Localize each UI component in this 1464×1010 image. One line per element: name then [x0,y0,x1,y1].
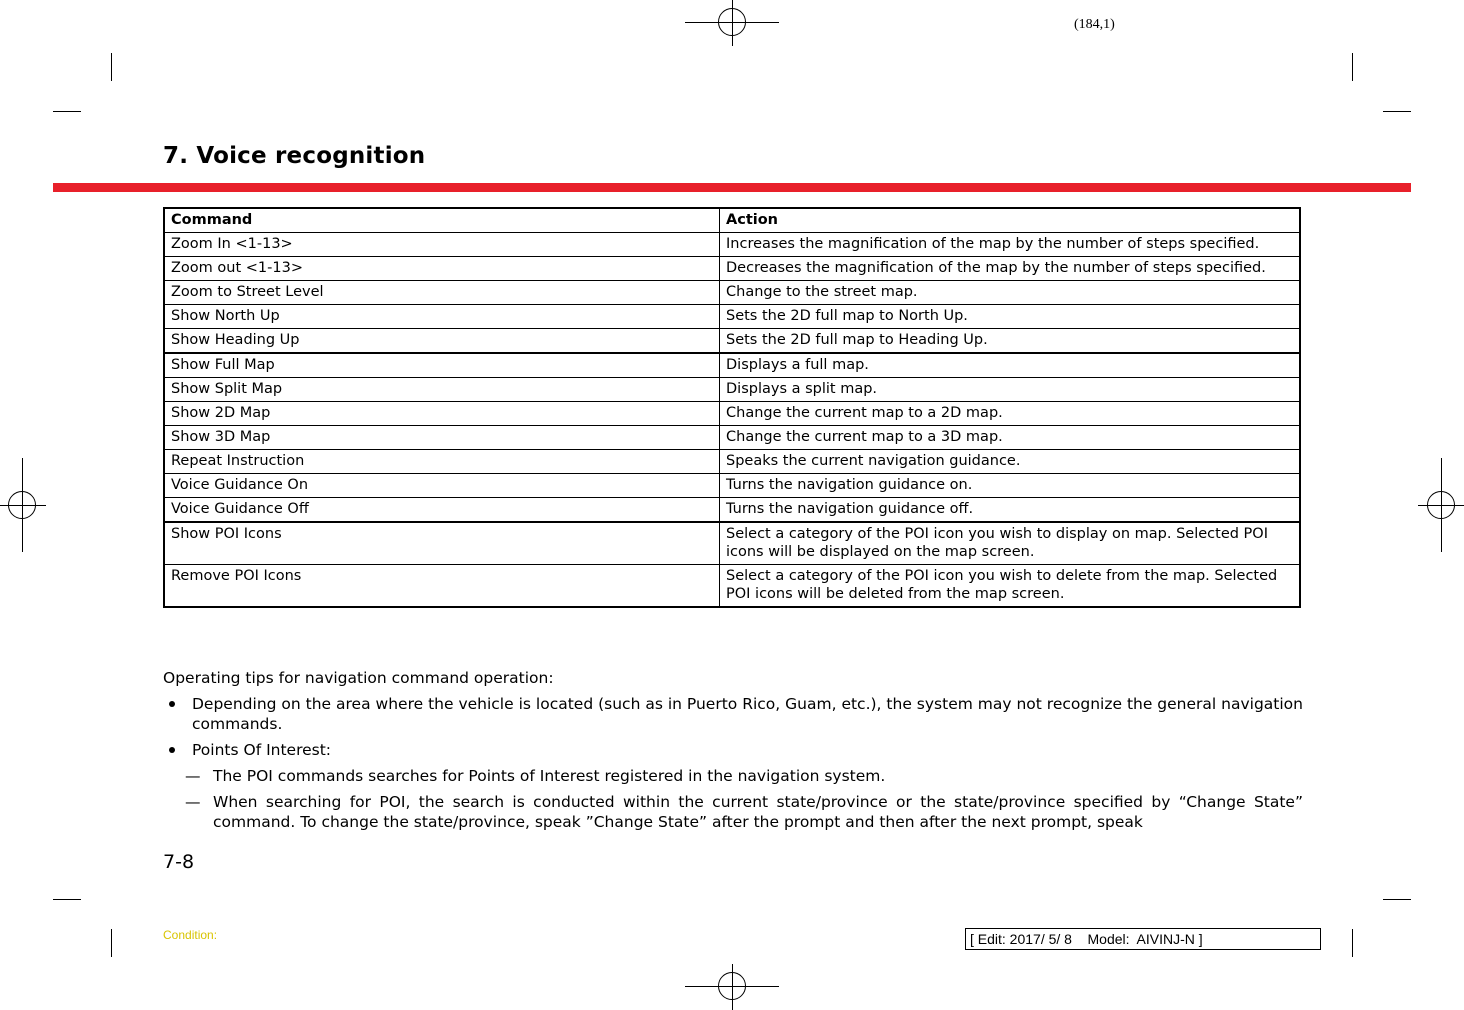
command-cell: Zoom In <1-13> [164,233,720,257]
bullet-item: Depending on the area where the vehicle is located (such as in Puerto Rico, Guam, etc.), the system may not recognize the general navigation commands. [163,694,1303,734]
operating-tips [163,668,1303,838]
action-cell: Sets the 2D full map to Heading Up. [720,329,1301,354]
header-action: Action [720,208,1301,233]
condition-label: Condition: [163,928,218,942]
command-cell: Voice Guidance Off [164,498,720,523]
action-cell: Sets the 2D full map to North Up. [720,305,1301,329]
table-row [164,402,1300,426]
command-cell: Repeat Instruction [164,450,720,474]
action-cell: Select a category of the POI icon you wish to display on map. Selected POI icons will be displayed on the map screen. [720,522,1301,565]
command-cell: Zoom to Street Level [164,281,720,305]
section-title: 7. Voice recognition [163,143,426,169]
table-row [164,378,1300,402]
command-cell: Zoom out <1-13> [164,257,720,281]
table-row [164,498,1300,523]
dash-mark: — [185,793,201,811]
section-divider-bar [53,183,1411,192]
table-row [164,257,1300,281]
action-cell: Displays a full map. [720,353,1301,378]
action-cell: Change to the street map. [720,281,1301,305]
command-cell: Show POI Icons [164,522,720,565]
action-cell: Select a category of the POI icon you wish to delete from the map. Selected POI icons will be deleted from the map screen. [720,565,1301,608]
page-number: 7-8 [163,851,195,873]
table-row [164,565,1300,608]
action-cell: Change the current map to a 3D map. [720,426,1301,450]
table-row [164,474,1300,498]
command-cell: Show North Up [164,305,720,329]
dash-item [163,792,1303,832]
command-cell: Show Split Map [164,378,720,402]
table-row [164,450,1300,474]
command-cell: Remove POI Icons [164,565,720,608]
edit-info-box: [ Edit: 2017/ 5/ 8 Model: AIVINJ-N ] [965,928,1321,950]
action-cell: Increases the magnification of the map by the number of steps specified. [720,233,1301,257]
action-cell: Speaks the current navigation guidance. [720,450,1301,474]
dash-item-text: When searching for POI, the search is conducted within the current state/province or the state/province specified by “Change State” command. To change the state/province, speak ”Change State” after the prompt and then after the next prompt, speak [213,793,1303,831]
table-row [164,281,1300,305]
action-cell: Decreases the magnification of the map by the number of steps specified. [720,257,1301,281]
table-header-row [164,208,1300,233]
command-cell: Voice Guidance On [164,474,720,498]
bullet-item: Points Of Interest: [163,740,1303,760]
dash-item [163,766,1303,786]
action-cell: Turns the navigation guidance off. [720,498,1301,523]
command-cell: Show 2D Map [164,402,720,426]
action-cell: Change the current map to a 2D map. [720,402,1301,426]
header-command: Command [164,208,720,233]
table-row [164,305,1300,329]
table-row [164,522,1300,565]
tips-intro: Operating tips for navigation command operation: [163,669,554,687]
command-cell: Show Full Map [164,353,720,378]
command-cell: Show 3D Map [164,426,720,450]
table-row [164,233,1300,257]
table-row [164,329,1300,354]
table-row [164,353,1300,378]
dash-item-text: The POI commands searches for Points of Interest registered in the navigation system. [213,767,886,785]
action-cell: Turns the navigation guidance on. [720,474,1301,498]
page-id: (184,1) [1074,17,1115,32]
dash-mark: — [185,767,201,785]
command-cell: Show Heading Up [164,329,720,354]
action-cell: Displays a split map. [720,378,1301,402]
table-row [164,426,1300,450]
command-table [163,207,1301,608]
